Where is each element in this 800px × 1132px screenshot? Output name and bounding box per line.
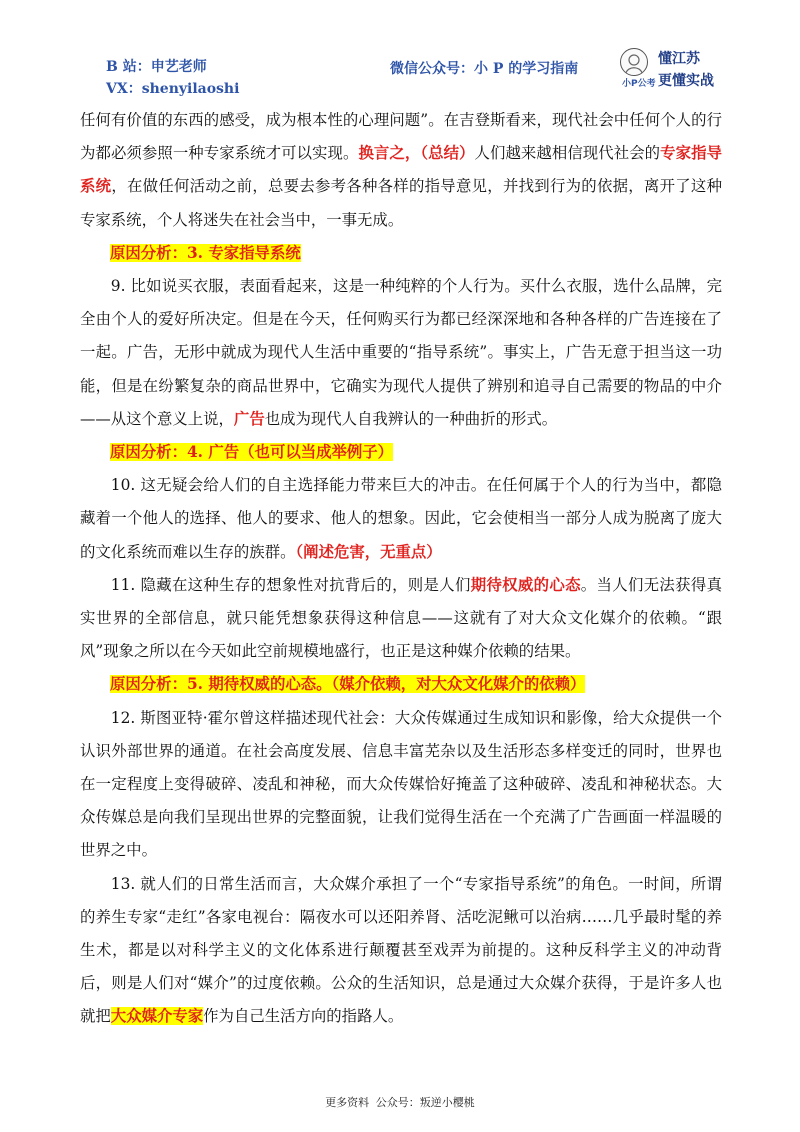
paragraph-8-continued: 任何有价值的东西的感受，成为根本性的心理问题”。在吉登斯看来，现代社会中任何个人的行为都必须参照一种专家系统才可以实现。换言之，（总结）人们越来越相信现代社会的专家指导系统，在做任何活动之前，总要去参考各种各样的指导意见，并找到行为的依据，离开了这种专家系统，个人将迷失在社会当中，一事无成。 <box>80 111 722 229</box>
logo-slogan-2: 更懂实战 <box>658 73 714 89</box>
document-body <box>80 104 722 1034</box>
header-left <box>106 56 239 100</box>
wechat-label: 微信公众号：小 P 的学习指南 <box>390 61 579 77</box>
vx-label: VX：shenyilaoshi <box>106 81 240 97</box>
logo-name: 小P公考 <box>622 79 656 89</box>
logo-slogan-1: 懂江苏 <box>658 51 700 67</box>
keyword-expert-system: 专家指导系统 <box>80 144 722 196</box>
avatar-icon <box>620 48 648 76</box>
page-footer: 更多资料 公众号：叛逆小樱桃 <box>325 1096 475 1109</box>
keyword-media-experts: 大众媒介专家 <box>110 1007 204 1026</box>
bilibili-label: B 站：申艺老师 <box>106 59 207 75</box>
paragraph-10: 10. 这无疑会给人们的自主选择能力带来巨大的冲击。在任何属于个人的行为当中，都隐藏着一个他人的选择、他人的要求、他人的想象。因此，它会使相当一部分人成为脱离了庞大的文化系统而难以生存的族群。（阐述危害，无重点） <box>80 476 722 561</box>
analysis-note-5: 原因分析：5. 期待权威的心态。（媒介依赖，对大众文化媒介的依赖） <box>110 675 586 694</box>
summary-marker: 换言之，（总结） <box>358 144 475 163</box>
paragraph-9: 9. 比如说买衣服，表面看起来，这是一种纯粹的个人行为。买什么衣服，选什么品牌，完全由个人的爱好所决定。但是在今天，任何购买行为都已经深深地和各种各样的广告连接在了一起。广告，无形中就成为现代人生活中重要的“指导系统”。事实上，广告无意于担当这一功能，但是在纷繁复杂的商品世界中，它确实为现代人提供了辨别和追寻自己需要的物品的中介——从这个意义上说，广告也成为现代人自我辨认的一种曲折的形式。 <box>80 277 722 428</box>
paragraph-12: 12. 斯图亚特·霍尔曾这样描述现代社会：大众传媒通过生成知识和影像，给大众提供一个认识外部世界的通道。在社会高度发展、信息丰富芜杂以及生活形态多样变迁的同时，世界也在一定程度上变得破碎、凌乱和神秘，而大众传媒恰好掩盖了这种破碎、凌乱和神秘状态。大众传媒总是向我们呈现出世界的完整面貌，让我们觉得生活在一个充满了广告画面一样温暖的世界之中。 <box>80 708 722 860</box>
paragraph-11: 11. 隐藏在这种生存的想象性对抗背后的，则是人们期待权威的心态。当人们无法获得真实世界的全部信息，就只能凭想象获得这种信息——这就有了对大众文化媒介的依赖。“跟风”现象之所以在今天如此空前规模地盛行，也正是这种媒介依赖的结果。 <box>80 575 722 661</box>
analysis-note-4: 原因分析：4. 广告（也可以当成举例子） <box>110 443 394 462</box>
brand-logo <box>618 46 738 94</box>
keyword-authority: 期待权威的心态 <box>470 575 581 594</box>
analysis-note-3: 原因分析：3. 专家指导系统 <box>110 243 301 262</box>
harm-note: （阐述危害，无重点） <box>295 542 442 561</box>
paragraph-13: 13. 就人们的日常生活而言，大众媒介承担了一个“专家指导系统”的角色。一时间，所谓的养生专家“走红”各家电视台：隔夜水可以还阳养肾、活吃泥鳅可以治病……几乎最时髦的养生术，都是以对科学主义的文化体系进行颠覆甚至戏弄为前提的。这种反科学主义的冲动背后，则是人们对“媒介”的过度依赖。公众的生活知识，总是通过大众媒介获得，于是许多人也就把大众媒介专家作为自己生活方向的指路人。 <box>80 874 722 1026</box>
keyword-ads: 广告 <box>233 409 265 428</box>
